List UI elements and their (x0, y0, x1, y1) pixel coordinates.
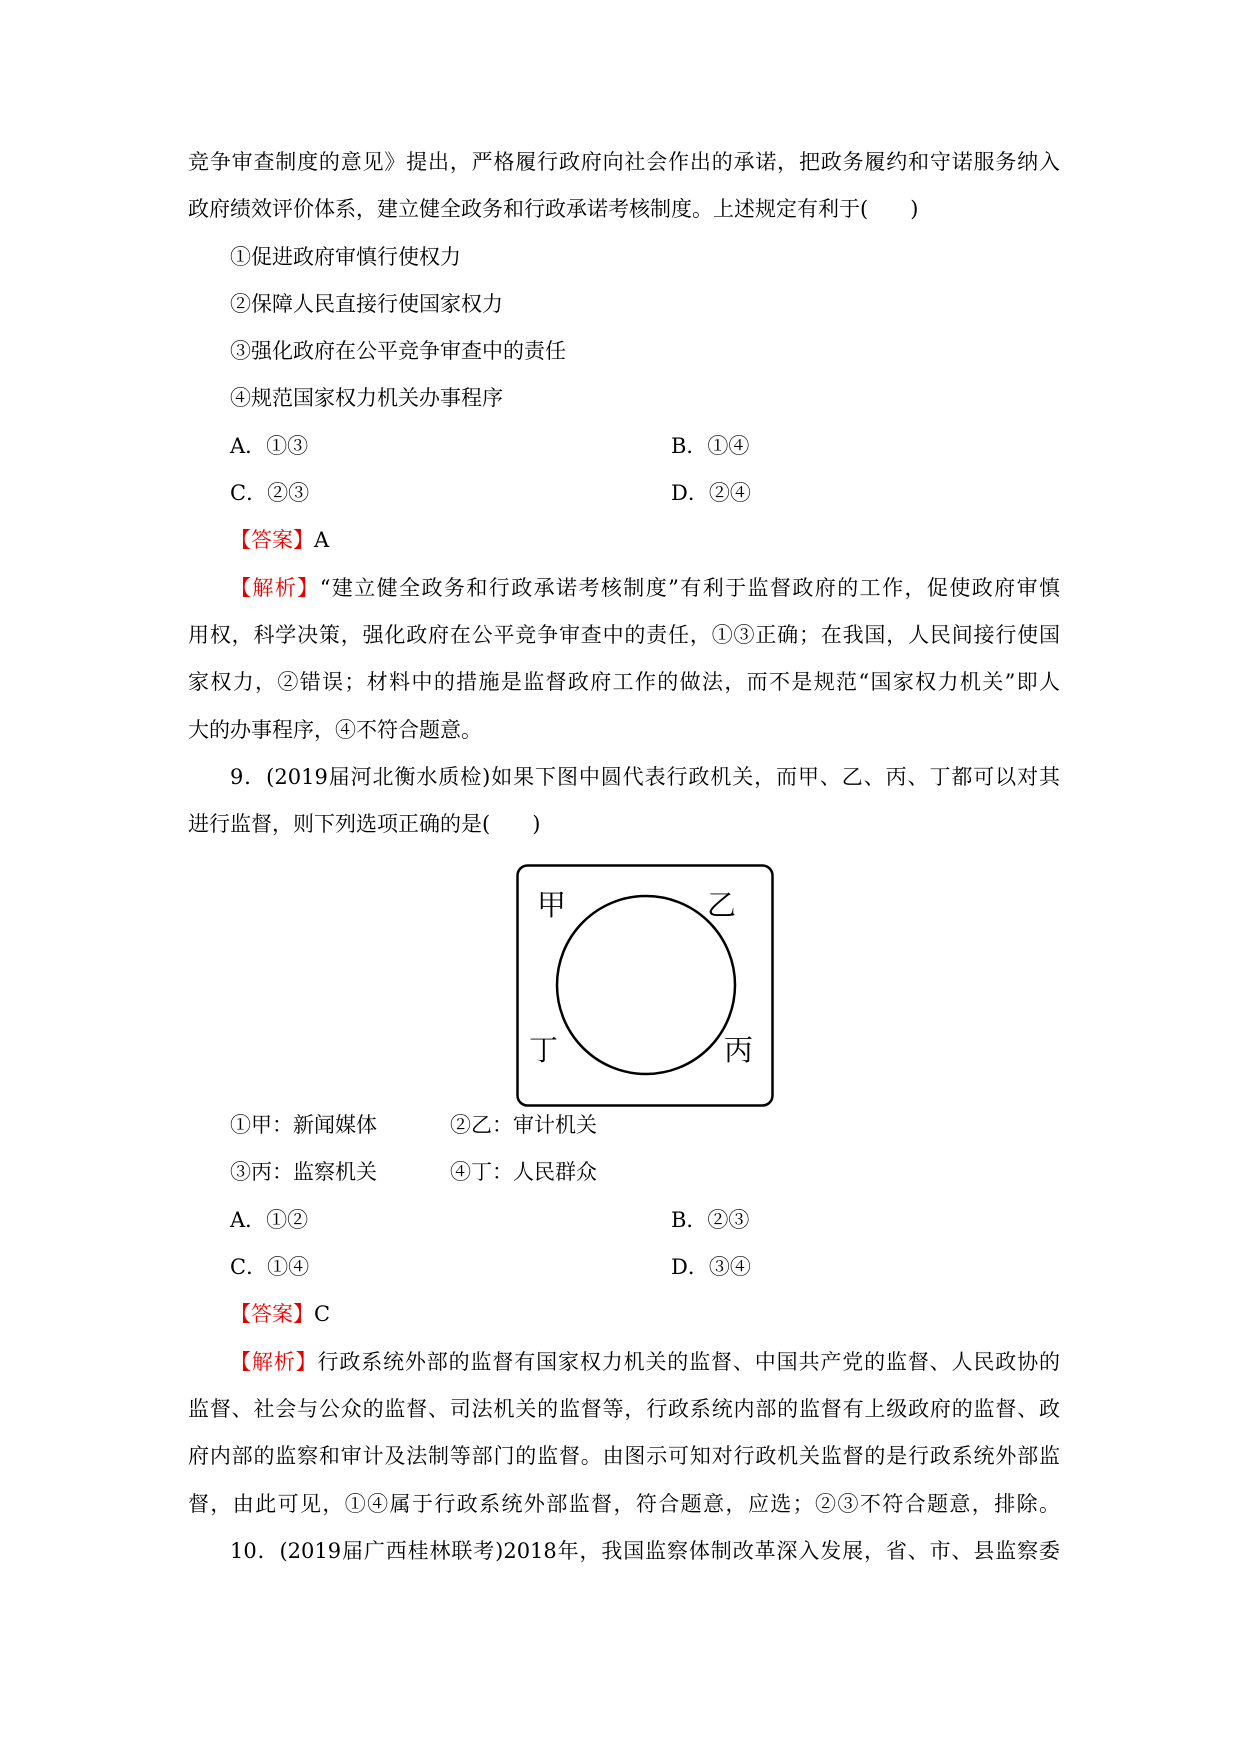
q9-option-b: B．②③ (671, 1208, 750, 1232)
label-ding: 丁 (529, 1033, 559, 1067)
q9-analysis-tag: 【解析】 (230, 1350, 318, 1374)
q9-analysis-text-1: 行政系统外部的监督有国家权力机关的监督、中国共产党的监督、人民政协的 (317, 1350, 1061, 1374)
q9-analysis-line-3: 府内部的监察和审计及法制等部门的监督。由图示可知对行政机关监督的是行政系统外部监 (188, 1444, 1060, 1468)
q8-analysis-line-4: 大的办事程序，④不符合题意。 (188, 718, 482, 742)
q8-analysis-line-2: 用权，科学决策，强化政府在公平竞争审查中的责任，①③正确；在我国，人民间接行使国 (188, 623, 1060, 647)
q9-answer-value: C (314, 1302, 331, 1326)
q9-pair-1-right: ②乙：审计机关 (450, 1113, 597, 1137)
q9-option-a: A．①② (230, 1208, 309, 1232)
q8-option-a: A．①③ (230, 434, 309, 458)
q9-diagram-svg (516, 864, 774, 1107)
q9-option-d: D．③④ (671, 1255, 751, 1279)
q9-stem-line-2: 进行监督，则下列选项正确的是( ) (188, 812, 541, 836)
q8-answer-value: A (314, 528, 330, 552)
q9-analysis-line-4: 督，由此可见，①④属于行政系统外部监督，符合题意，应选；②③不符合题意，排除。 (188, 1492, 1060, 1516)
q8-stem-line-2: 政府绩效评价体系，建立健全政务和行政承诺考核制度。上述规定有利于( ) (188, 197, 919, 221)
q9-answer-tag: 【答案】 (230, 1302, 314, 1326)
q9-stem-line-1: 9．(2019届河北衡水质检)如果下图中圆代表行政机关，而甲、乙、丙、丁都可以对其 (230, 765, 1060, 789)
q9-analysis-line-2: 监督、社会与公众的监督、司法机关的监督等，行政系统内部的监督有上级政府的监督、政 (188, 1397, 1060, 1421)
q8-option-c: C．②③ (230, 481, 310, 505)
label-bing: 丙 (724, 1033, 754, 1067)
q10-stem-line-1: 10．(2019届广西桂林联考)2018年，我国监察体制改革深入发展，省、市、县监察委 (230, 1539, 1060, 1563)
label-jia: 甲 (537, 888, 567, 922)
label-yi: 乙 (707, 888, 737, 922)
q8-item-2: ②保障人民直接行使国家权力 (230, 292, 503, 316)
q9-option-c: C．①④ (230, 1255, 310, 1279)
q8-answer-tag: 【答案】 (230, 528, 314, 552)
q8-analysis-tag: 【解析】 (230, 576, 320, 600)
q9-pair-2-right: ④丁：人民群众 (450, 1160, 597, 1184)
administrative-organ-circle (557, 896, 735, 1074)
q9-answer (230, 1300, 1060, 1328)
q8-analysis-line-1 (230, 574, 1060, 602)
q8-item-4: ④规范国家权力机关办事程序 (230, 386, 503, 410)
q8-stem-line-1: 竞争审查制度的意见》提出，严格履行政府向社会作出的承诺，把政务履约和守诺服务纳入 (188, 150, 1060, 174)
q8-item-3: ③强化政府在公平竞争审查中的责任 (230, 339, 566, 363)
q9-pair-2-left: ③丙：监察机关 (230, 1160, 377, 1184)
q8-answer (230, 526, 1060, 554)
q8-option-b: B．①④ (671, 434, 750, 458)
q8-option-d: D．②④ (671, 481, 751, 505)
q8-analysis-line-3: 家权力，②错误；材料中的措施是监督政府工作的做法，而不是规范“国家权力机关”即人 (188, 670, 1060, 694)
q9-analysis-line-1 (230, 1348, 1060, 1376)
q8-analysis-text-1: “建立健全政务和行政承诺考核制度”有利于监督政府的工作，促使政府审慎 (319, 576, 1061, 600)
q9-diagram (516, 864, 774, 1107)
q9-pair-1-left: ①甲：新闻媒体 (230, 1113, 377, 1137)
q8-item-1: ①促进政府审慎行使权力 (230, 245, 461, 269)
